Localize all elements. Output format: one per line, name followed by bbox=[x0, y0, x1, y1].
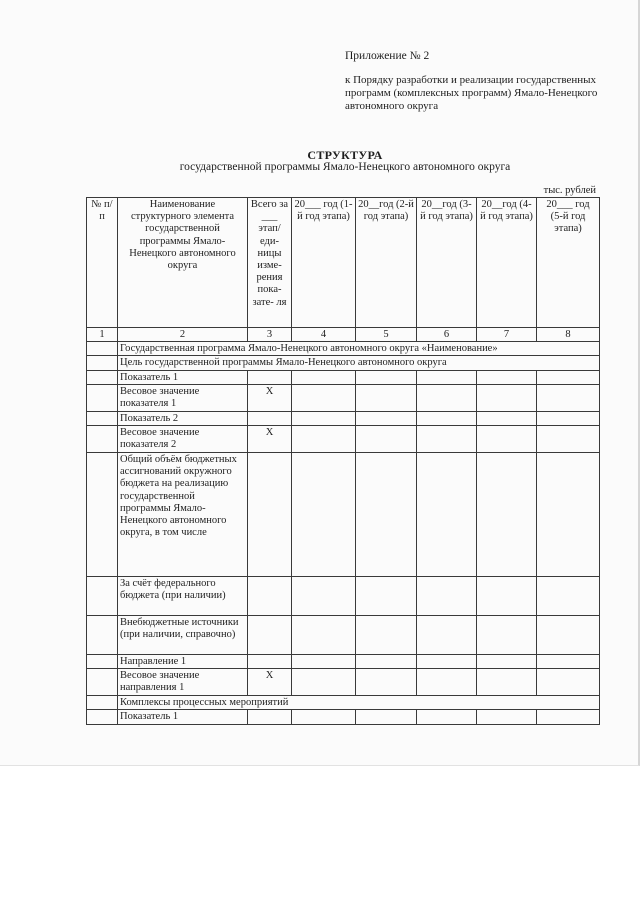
table-cell bbox=[356, 411, 417, 425]
col-header-year-5: 20___ год (5-й год этапа) bbox=[537, 198, 600, 328]
table-cell bbox=[87, 370, 118, 384]
table-row bbox=[87, 411, 600, 425]
complexes-name: Комплексы процессных мероприятий bbox=[118, 696, 600, 710]
table-cell bbox=[87, 411, 118, 425]
table-row bbox=[87, 426, 600, 453]
x-mark: Х bbox=[248, 669, 292, 696]
table-cell bbox=[292, 577, 356, 616]
column-number: 4 bbox=[292, 328, 356, 342]
table-cell bbox=[292, 411, 356, 425]
row-label: Направление 1 bbox=[118, 655, 248, 669]
column-number: 7 bbox=[477, 328, 537, 342]
col-header-name: Наименование структурного элемента государственной программы Ямало-Ненецкого автономного округа bbox=[118, 198, 248, 328]
row-label: Весовое значение показателя 2 bbox=[118, 426, 248, 453]
table-cell bbox=[537, 655, 600, 669]
appendix-number: Приложение № 2 bbox=[345, 50, 430, 62]
table-cell bbox=[87, 426, 118, 453]
row-label: За счёт федерального бюджета (при наличии) bbox=[118, 577, 248, 616]
table-cell bbox=[292, 616, 356, 655]
table-cell bbox=[537, 453, 600, 577]
table-cell bbox=[248, 370, 292, 384]
column-number: 2 bbox=[118, 328, 248, 342]
table-cell bbox=[417, 370, 477, 384]
structure-table bbox=[86, 197, 600, 725]
column-number: 6 bbox=[417, 328, 477, 342]
table-row bbox=[87, 669, 600, 696]
table-cell bbox=[87, 616, 118, 655]
table-cell bbox=[417, 426, 477, 453]
row-label: Весовое значение направления 1 bbox=[118, 669, 248, 696]
complexes-row bbox=[87, 696, 600, 710]
table-cell bbox=[356, 370, 417, 384]
table-cell bbox=[87, 577, 118, 616]
row-label: Показатель 2 bbox=[118, 411, 248, 425]
table-cell bbox=[356, 655, 417, 669]
table-cell bbox=[477, 453, 537, 577]
table-cell bbox=[87, 384, 118, 411]
table-cell bbox=[417, 453, 477, 577]
table-cell bbox=[87, 356, 118, 370]
col-header-year-4: 20__год (4-й год этапа) bbox=[477, 198, 537, 328]
column-number: 5 bbox=[356, 328, 417, 342]
table-cell bbox=[477, 411, 537, 425]
column-number: 1 bbox=[87, 328, 118, 342]
table-cell bbox=[537, 370, 600, 384]
table-cell bbox=[87, 655, 118, 669]
table-cell bbox=[248, 577, 292, 616]
units-label: тыс. рублей bbox=[543, 185, 596, 196]
table-cell bbox=[477, 426, 537, 453]
table-cell bbox=[87, 696, 118, 710]
table-row bbox=[87, 655, 600, 669]
table-cell bbox=[537, 669, 600, 696]
table-cell bbox=[356, 384, 417, 411]
table-cell bbox=[537, 411, 600, 425]
goal-row bbox=[87, 356, 600, 370]
table-cell bbox=[356, 453, 417, 577]
table-cell bbox=[356, 616, 417, 655]
table-row bbox=[87, 370, 600, 384]
col-header-number: № п/п bbox=[87, 198, 118, 328]
table-cell bbox=[417, 411, 477, 425]
program-name: Государственная программа Ямало-Ненецкого автономного округа «Наименование» bbox=[118, 342, 600, 356]
col-header-year-2: 20__год (2-й год этапа) bbox=[356, 198, 417, 328]
table-cell bbox=[477, 710, 537, 724]
table-cell bbox=[356, 577, 417, 616]
goal-name: Цель государственной программы Ямало-Ненецкого автономного округа bbox=[118, 356, 600, 370]
table-cell bbox=[356, 426, 417, 453]
table-cell bbox=[537, 710, 600, 724]
column-number: 3 bbox=[248, 328, 292, 342]
table-cell bbox=[417, 384, 477, 411]
row-label: Показатель 1 bbox=[118, 710, 248, 724]
table-cell bbox=[417, 669, 477, 696]
table-cell bbox=[87, 710, 118, 724]
table-row bbox=[87, 577, 600, 616]
table-cell bbox=[248, 411, 292, 425]
table-cell bbox=[292, 655, 356, 669]
row-label: Общий объём бюджетных ассигнований окружного бюджета на реализацию государственной программы Ямало-Ненецкого автономного округа, в том числе bbox=[118, 453, 248, 577]
table-row bbox=[87, 384, 600, 411]
table-cell bbox=[292, 426, 356, 453]
table-cell bbox=[537, 426, 600, 453]
table-cell bbox=[477, 669, 537, 696]
x-mark: Х bbox=[248, 426, 292, 453]
document-subtitle: государственной программы Ямало-Ненецкого автономного округа bbox=[179, 161, 511, 173]
table-row bbox=[87, 453, 600, 577]
table-cell bbox=[477, 370, 537, 384]
table-cell bbox=[477, 655, 537, 669]
table-cell bbox=[356, 710, 417, 724]
program-row bbox=[87, 342, 600, 356]
table-cell bbox=[417, 616, 477, 655]
table-row bbox=[87, 710, 600, 724]
table-cell bbox=[537, 384, 600, 411]
table-cell bbox=[292, 453, 356, 577]
table-cell bbox=[248, 453, 292, 577]
x-mark: Х bbox=[248, 384, 292, 411]
table-cell bbox=[292, 710, 356, 724]
table-cell bbox=[248, 655, 292, 669]
table-header-row bbox=[87, 198, 600, 328]
table-cell bbox=[417, 655, 477, 669]
col-header-year-3: 20__год (3-й год этапа) bbox=[417, 198, 477, 328]
table-cell bbox=[292, 669, 356, 696]
table-cell bbox=[87, 453, 118, 577]
col-header-total: Всего за ___ этап/ еди- ницы изме- рения пока- зате- ля bbox=[248, 198, 292, 328]
table-cell bbox=[87, 342, 118, 356]
table-cell bbox=[417, 710, 477, 724]
table-cell bbox=[537, 616, 600, 655]
column-number: 8 bbox=[537, 328, 600, 342]
table-cell bbox=[537, 577, 600, 616]
table-cell bbox=[356, 669, 417, 696]
table-cell bbox=[292, 370, 356, 384]
table-cell bbox=[417, 577, 477, 616]
table-cell bbox=[87, 669, 118, 696]
appendix-text: к Порядку разработки и реализации государственных программ (комплексных программ) Ямало-Ненецкого автономного округа bbox=[345, 74, 598, 112]
table-cell bbox=[248, 710, 292, 724]
row-label: Весовое значение показателя 1 bbox=[118, 384, 248, 411]
row-label: Показатель 1 bbox=[118, 370, 248, 384]
col-header-year-1: 20___ год (1-й год этапа) bbox=[292, 198, 356, 328]
table-cell bbox=[477, 577, 537, 616]
row-label: Внебюджетные источники (при наличии, справочно) bbox=[118, 616, 248, 655]
table-cell bbox=[248, 616, 292, 655]
table-row bbox=[87, 616, 600, 655]
document-title: СТРУКТУРА bbox=[307, 148, 383, 162]
table-cell bbox=[477, 616, 537, 655]
table-cell bbox=[292, 384, 356, 411]
table-cell bbox=[477, 384, 537, 411]
column-number-row bbox=[87, 328, 600, 342]
